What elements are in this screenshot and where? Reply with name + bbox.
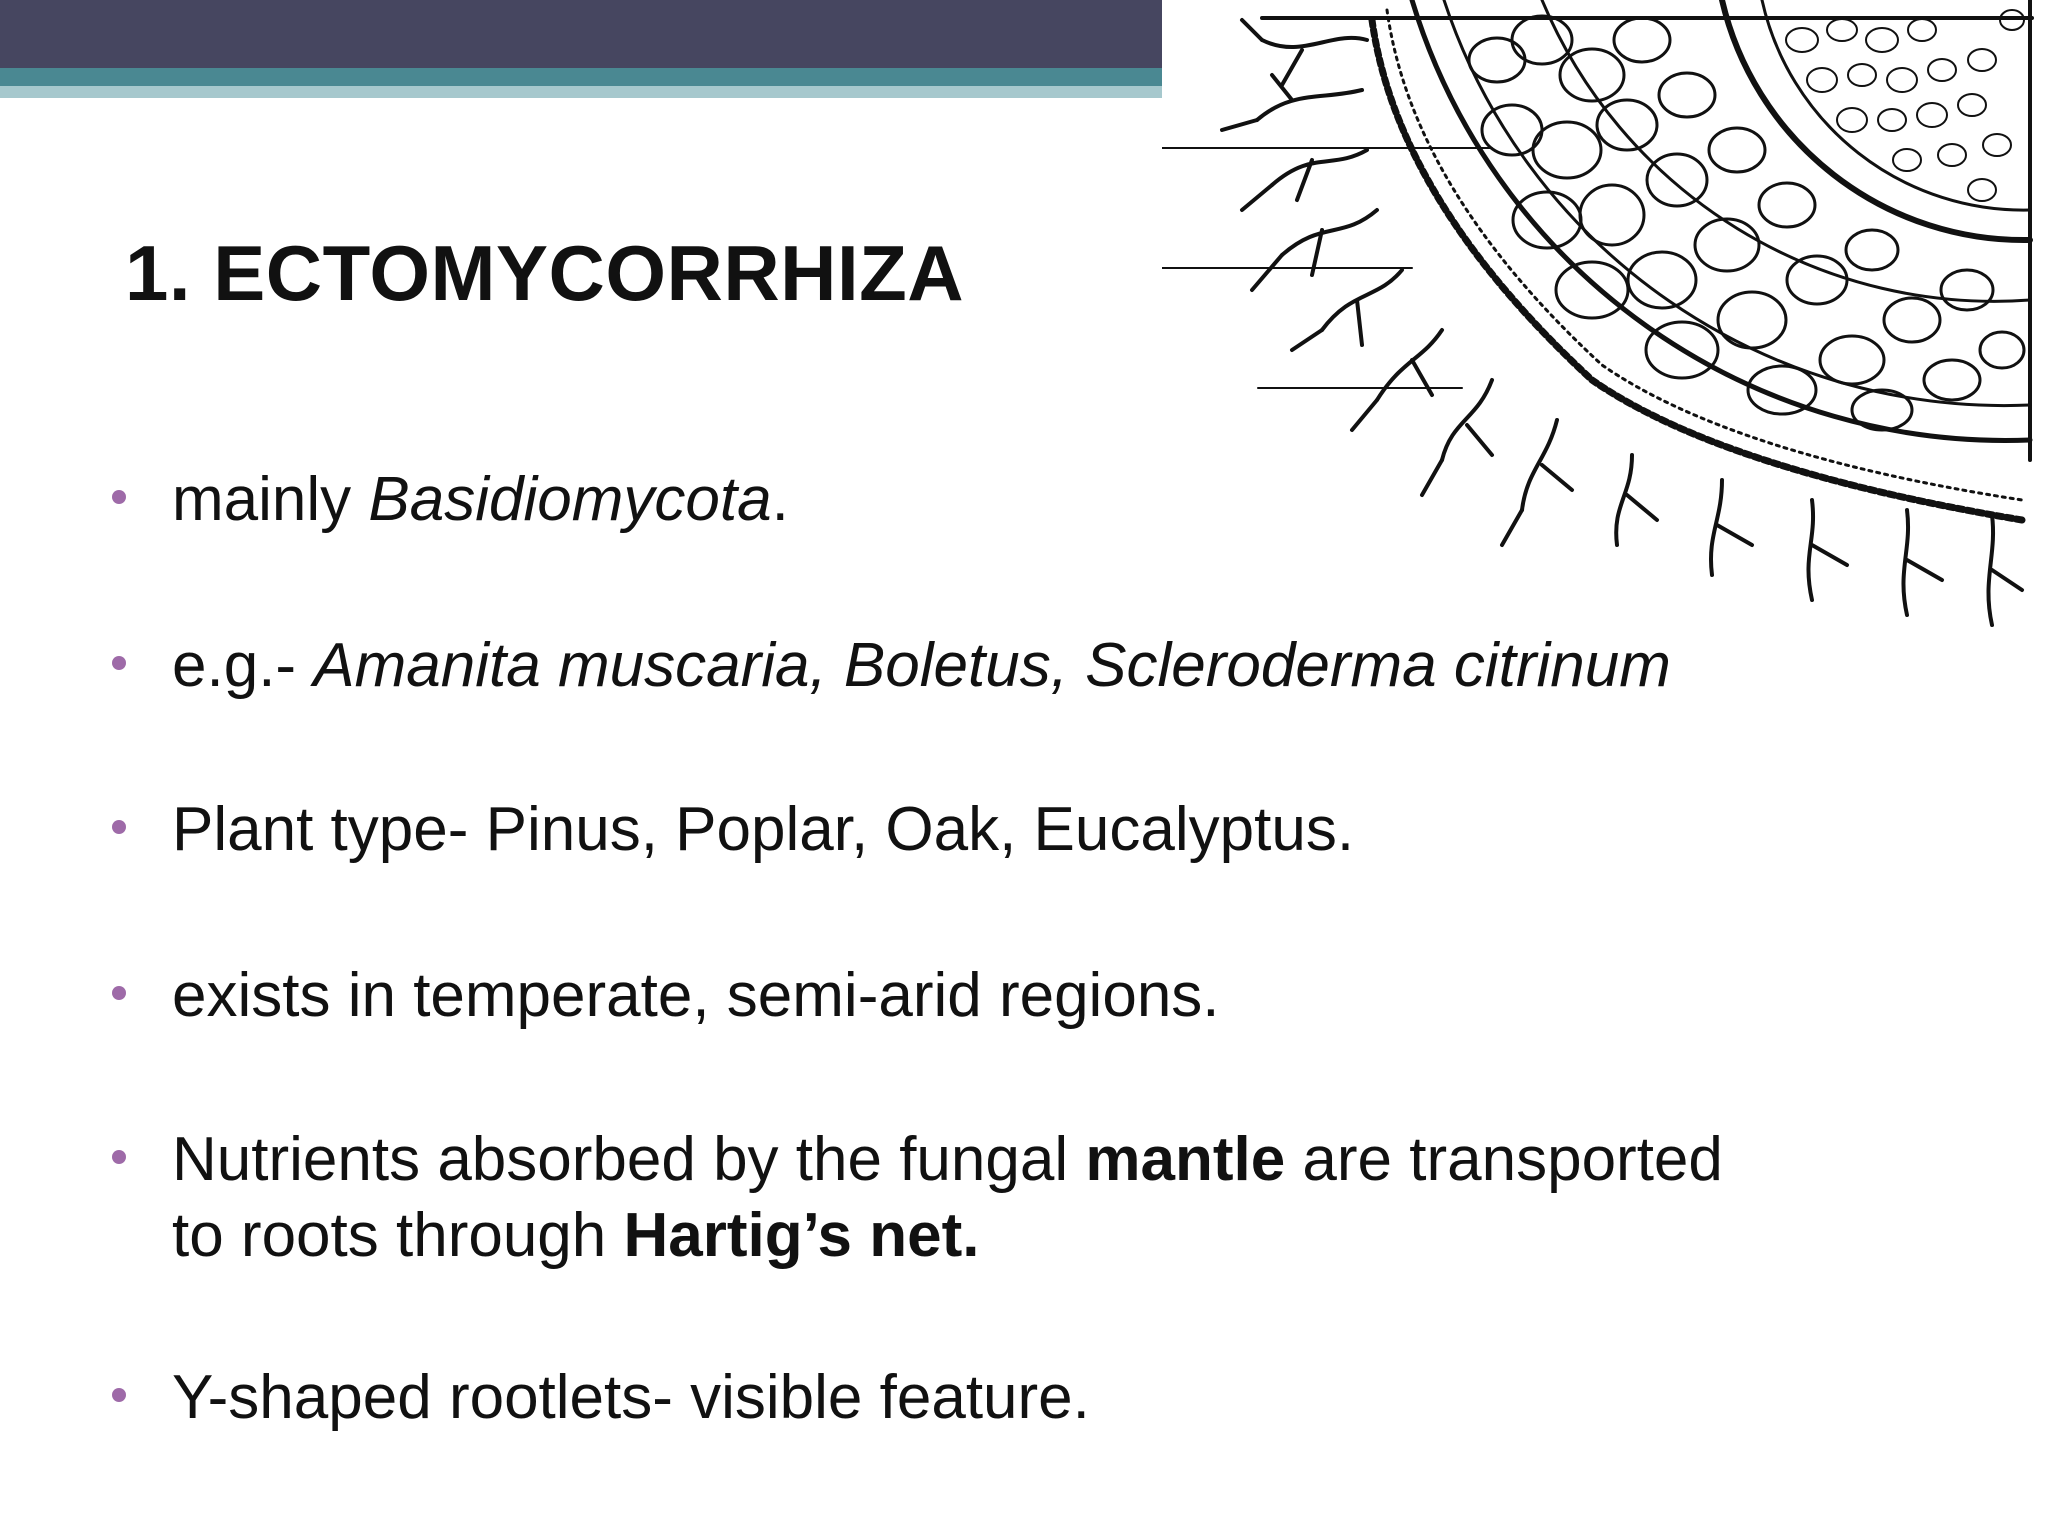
bullet-text: Plant type- Pinus, Poplar, Oak, Eucalyptus.	[172, 795, 1355, 864]
slide-title: 1. ECTOMYCORRHIZA	[125, 229, 965, 317]
bullet-dot	[112, 1150, 126, 1164]
bullet-dot	[112, 656, 126, 670]
root-cross-section-illustration	[1162, 0, 2048, 640]
header-band-teal	[0, 68, 1162, 86]
bullet-text: mainly Basidiomycota.	[172, 465, 789, 534]
header-band-light	[0, 86, 1162, 98]
bullet-text: Y-shaped rootlets- visible feature.	[172, 1363, 1090, 1432]
header-band-dark	[0, 0, 1162, 68]
bullet-dot	[112, 986, 126, 1000]
bullet-dot	[112, 490, 126, 504]
bullet-text: e.g.- Amanita muscaria, Boletus, Scleroderma citrinum	[172, 631, 1671, 700]
bullet-dot	[112, 820, 126, 834]
bullet-dot	[112, 1388, 126, 1402]
bullet-text: exists in temperate, semi-arid regions.	[172, 961, 1220, 1030]
bullet-text: Nutrients absorbed by the fungal mantle are transported to roots through Hartig’s net.	[172, 1125, 1723, 1270]
